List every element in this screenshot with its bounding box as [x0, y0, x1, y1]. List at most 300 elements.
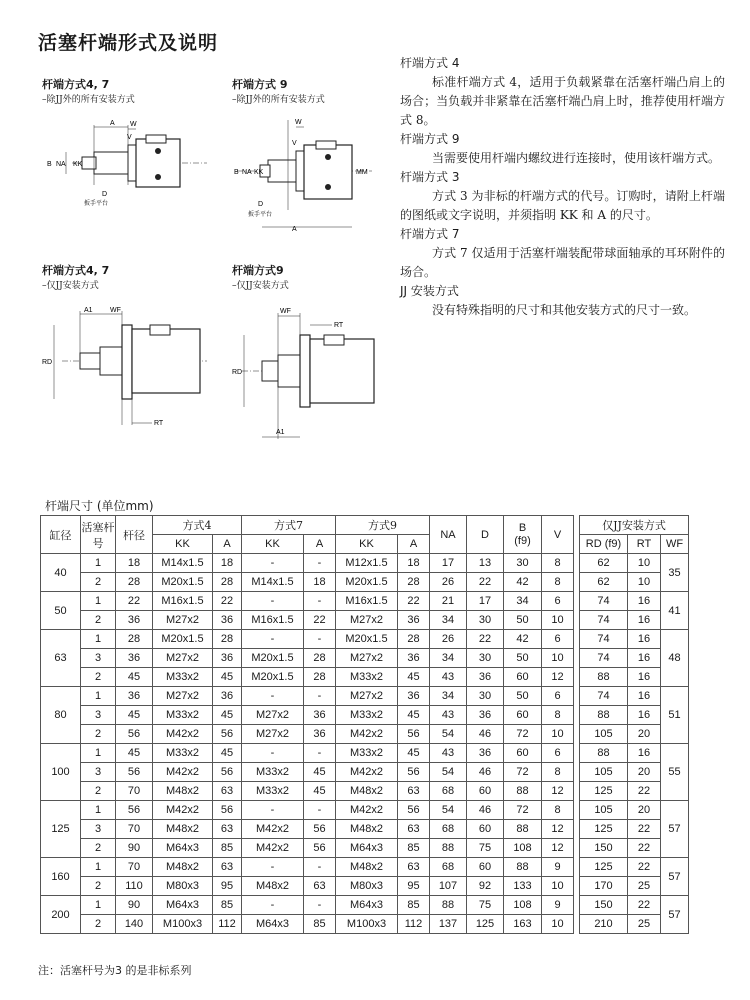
- label-rd: RD: [42, 359, 53, 366]
- table-cell: 62: [580, 554, 628, 573]
- table-cell: 8: [542, 573, 574, 592]
- footnote: 注：活塞杆号为3 的是非标系列: [38, 964, 192, 977]
- table-cell: 85: [213, 839, 242, 858]
- table-cell: M16x1.5: [242, 611, 304, 630]
- table-cell: 163: [504, 915, 542, 934]
- table-cell: 63: [398, 782, 430, 801]
- table-cell: 60: [467, 820, 504, 839]
- table-cell: 28: [398, 573, 430, 592]
- table-cell: 28: [213, 630, 242, 649]
- table-cell: 45: [116, 744, 153, 763]
- table-cell: 1: [81, 801, 116, 820]
- table-cell: 30: [467, 611, 504, 630]
- label-rd: RD: [232, 369, 243, 376]
- table-cell: 45: [116, 706, 153, 725]
- table-cell: 28: [213, 573, 242, 592]
- table-cell: 56: [213, 801, 242, 820]
- table-cell: 75: [467, 839, 504, 858]
- label-mm: MM: [356, 169, 368, 176]
- header-a: A: [398, 535, 430, 554]
- table-row: [41, 877, 689, 896]
- diagram-rod-end-9: [232, 76, 382, 245]
- label-v: V: [127, 134, 132, 141]
- table-cell: 36: [398, 649, 430, 668]
- table-row: [41, 896, 689, 915]
- table-cell: -: [304, 744, 336, 763]
- label-kk: KK: [254, 169, 264, 176]
- table-cell: 60: [504, 706, 542, 725]
- cell-wf: 51: [661, 687, 689, 744]
- table-row: [41, 649, 689, 668]
- table-cell: M27x2: [153, 649, 213, 668]
- table-cell: 70: [116, 782, 153, 801]
- table-cell: 3: [81, 649, 116, 668]
- table-cell: 12: [542, 668, 574, 687]
- rod-end-dimension-table: [40, 515, 689, 934]
- table-cell: 36: [116, 611, 153, 630]
- table-cell: 68: [430, 820, 467, 839]
- table-row: [41, 858, 689, 877]
- table-cell: M27x2: [336, 649, 398, 668]
- table-cell: 43: [430, 668, 467, 687]
- table-cell: 60: [467, 782, 504, 801]
- table-cell: 70: [116, 858, 153, 877]
- table-cell: 34: [430, 611, 467, 630]
- table-cell: 85: [398, 839, 430, 858]
- table-cell: 50: [504, 687, 542, 706]
- table-cell: 28: [398, 630, 430, 649]
- table-cell: 1: [81, 554, 116, 573]
- table-cell: 1: [81, 630, 116, 649]
- table-cell: 125: [467, 915, 504, 934]
- label-b: B: [47, 161, 52, 168]
- table-cell: M48x2: [336, 782, 398, 801]
- header-d: D: [467, 516, 504, 554]
- table-cell: 16: [628, 649, 661, 668]
- table-cell: 63: [213, 858, 242, 877]
- table-cell: -: [242, 687, 304, 706]
- table-cell: -: [242, 744, 304, 763]
- rod-end-descriptions: [400, 54, 725, 320]
- desc-text: 方式 7 仅适用于活塞杆端装配带球面轴承的耳环附件的场合。: [400, 246, 725, 279]
- label-rt: RT: [334, 322, 344, 329]
- table-cell: 18: [213, 554, 242, 573]
- table-cell: 12: [542, 782, 574, 801]
- table-cell: 2: [81, 573, 116, 592]
- table-cell: 36: [116, 649, 153, 668]
- table-body: [41, 554, 689, 934]
- table-cell: 56: [213, 763, 242, 782]
- table-cell: 22: [213, 592, 242, 611]
- page-title: 活塞杆端形式及说明: [38, 32, 219, 54]
- table-cell: -: [304, 554, 336, 573]
- table-cell: 10: [542, 877, 574, 896]
- table-cell: 60: [467, 858, 504, 877]
- table-row: [41, 687, 689, 706]
- table-cell: 68: [430, 858, 467, 877]
- table-cell: 107: [430, 877, 467, 896]
- table-cell: 45: [213, 706, 242, 725]
- header-b-sub: (f9): [514, 534, 531, 547]
- table-cell: M42x2: [336, 801, 398, 820]
- table-cell: 112: [213, 915, 242, 934]
- cell-bore: 160: [41, 858, 81, 896]
- table-cell: M100x3: [336, 915, 398, 934]
- cell-wf: 57: [661, 896, 689, 934]
- table-cell: 72: [504, 763, 542, 782]
- table-cell: 3: [81, 820, 116, 839]
- table-cell: -: [242, 801, 304, 820]
- desc-text: 标准杆端方式 4，适用于负载紧靠在活塞杆端凸肩上的场合；当负载并非紧靠在活塞杆端凸肩上时，推荐使用杆端方式 8。: [400, 75, 725, 127]
- table-cell: M42x2: [336, 763, 398, 782]
- table-cell: 36: [213, 649, 242, 668]
- desc-text: 没有特殊指明的尺寸和其他安装方式的尺寸一致。: [432, 303, 697, 317]
- cell-bore: 40: [41, 554, 81, 592]
- table-cell: 1: [81, 592, 116, 611]
- cell-bore: 125: [41, 801, 81, 858]
- table-cell: 63: [398, 820, 430, 839]
- label-v: V: [292, 140, 297, 147]
- table-cell: 8: [542, 706, 574, 725]
- table-cell: 56: [213, 725, 242, 744]
- table-cell: 88: [430, 839, 467, 858]
- table-cell: 45: [398, 668, 430, 687]
- table-cell: M27x2: [153, 687, 213, 706]
- table-cell: M42x2: [153, 801, 213, 820]
- table-cell: 16: [628, 668, 661, 687]
- table-cell: 9: [542, 858, 574, 877]
- table-cell: 22: [116, 592, 153, 611]
- cell-wf: 48: [661, 630, 689, 687]
- table-cell: 10: [542, 649, 574, 668]
- table-row: [41, 915, 689, 934]
- table-cell: 21: [430, 592, 467, 611]
- label-a: A: [292, 226, 297, 233]
- header-a: A: [213, 535, 242, 554]
- table-cell: 63: [398, 858, 430, 877]
- table-cell: M20x1.5: [336, 630, 398, 649]
- table-cell: 22: [467, 630, 504, 649]
- label-wf: WF: [280, 308, 291, 315]
- table-cell: 9: [542, 896, 574, 915]
- table-cell: M33x2: [242, 763, 304, 782]
- table-row: [41, 763, 689, 782]
- table-cell: 2: [81, 915, 116, 934]
- table-cell: 8: [542, 554, 574, 573]
- table-cell: M80x3: [336, 877, 398, 896]
- label-d: D: [102, 191, 108, 198]
- table-cell: 45: [304, 782, 336, 801]
- label-w: W: [295, 119, 302, 126]
- diagram-caption: 杆端方式 9: [232, 78, 288, 91]
- table-cell: 74: [580, 649, 628, 668]
- table-cell: 10: [542, 611, 574, 630]
- table-cell: M48x2: [336, 820, 398, 839]
- table-row: [41, 820, 689, 839]
- table-cell: 36: [467, 668, 504, 687]
- header-wf: WF: [661, 535, 689, 554]
- table-cell: 50: [504, 611, 542, 630]
- header-kk: KK: [336, 535, 398, 554]
- table-cell: -: [304, 858, 336, 877]
- table-cell: 60: [504, 668, 542, 687]
- table-cell: 22: [628, 858, 661, 877]
- table-cell: 13: [467, 554, 504, 573]
- table-cell: M27x2: [336, 687, 398, 706]
- table-cell: M27x2: [153, 611, 213, 630]
- table-cell: M42x2: [242, 820, 304, 839]
- table-cell: M12x1.5: [336, 554, 398, 573]
- table-cell: 42: [504, 630, 542, 649]
- header-style4: 方式4: [153, 516, 242, 535]
- table-cell: 28: [304, 649, 336, 668]
- table-cell: 18: [116, 554, 153, 573]
- table-title: 杆端尺寸 (单位mm): [45, 499, 154, 513]
- table-cell: 2: [81, 877, 116, 896]
- table-cell: M16x1.5: [153, 592, 213, 611]
- table-cell: M42x2: [153, 763, 213, 782]
- header-kk: KK: [242, 535, 304, 554]
- label-na: NA: [242, 169, 252, 176]
- table-cell: 30: [467, 649, 504, 668]
- header-bore: 缸径: [41, 516, 81, 554]
- table-cell: 3: [81, 763, 116, 782]
- table-cell: M20x1.5: [153, 630, 213, 649]
- table-cell: M64x3: [336, 896, 398, 915]
- table-cell: 46: [467, 763, 504, 782]
- cell-bore: 50: [41, 592, 81, 630]
- cell-wf: 57: [661, 858, 689, 896]
- desc-heading: 杆端方式 7: [400, 227, 460, 241]
- table-cell: 36: [213, 611, 242, 630]
- table-cell: 1: [81, 896, 116, 915]
- table-cell: 34: [504, 592, 542, 611]
- table-cell: 140: [116, 915, 153, 934]
- table-cell: 74: [580, 592, 628, 611]
- table-cell: 125: [580, 858, 628, 877]
- table-cell: 34: [430, 687, 467, 706]
- table-cell: 85: [398, 896, 430, 915]
- table-cell: 74: [580, 611, 628, 630]
- table-cell: 90: [116, 896, 153, 915]
- cell-bore: 80: [41, 687, 81, 744]
- table-row: [41, 839, 689, 858]
- table-cell: 16: [628, 706, 661, 725]
- table-cell: 2: [81, 839, 116, 858]
- rod-end-drawing: [42, 105, 212, 225]
- header-rod-dia: 杆径: [116, 516, 153, 554]
- table-cell: 150: [580, 896, 628, 915]
- table-cell: 74: [580, 630, 628, 649]
- table-cell: M100x3: [153, 915, 213, 934]
- table-cell: 125: [580, 820, 628, 839]
- table-cell: M20x1.5: [153, 573, 213, 592]
- label-d: D: [258, 201, 264, 208]
- table-cell: 42: [504, 573, 542, 592]
- diagram-caption: 杆端方式4, 7: [42, 264, 110, 277]
- table-cell: 56: [304, 820, 336, 839]
- table-cell: M48x2: [153, 782, 213, 801]
- table-cell: 88: [580, 706, 628, 725]
- table-cell: M48x2: [242, 877, 304, 896]
- table-cell: 56: [116, 725, 153, 744]
- table-cell: 2: [81, 611, 116, 630]
- cell-wf: 41: [661, 592, 689, 630]
- table-cell: M42x2: [336, 725, 398, 744]
- rod-end-drawing: [232, 291, 382, 441]
- cell-wf: 55: [661, 744, 689, 801]
- table-cell: 63: [213, 782, 242, 801]
- desc-heading: 杆端方式 9: [400, 132, 460, 146]
- table-row: [41, 668, 689, 687]
- table-cell: 63: [213, 820, 242, 839]
- table-cell: 46: [467, 801, 504, 820]
- table-cell: M33x2: [336, 668, 398, 687]
- header-a: A: [304, 535, 336, 554]
- label-wrench-flat: 扳手平台: [84, 201, 109, 207]
- table-cell: -: [304, 896, 336, 915]
- label-wrench-flat: 扳手平台: [248, 212, 273, 218]
- table-cell: 25: [628, 877, 661, 896]
- table-cell: 16: [628, 611, 661, 630]
- table-cell: 88: [504, 858, 542, 877]
- table-cell: 36: [467, 744, 504, 763]
- table-cell: M64x3: [153, 896, 213, 915]
- diagram-subcaption: –除JJ外的所有安装方式: [42, 95, 135, 105]
- table-cell: 88: [580, 668, 628, 687]
- table-cell: 22: [304, 611, 336, 630]
- table-cell: -: [304, 801, 336, 820]
- table-cell: M20x1.5: [242, 668, 304, 687]
- table-cell: -: [304, 630, 336, 649]
- table-cell: 8: [542, 801, 574, 820]
- table-cell: M33x2: [153, 744, 213, 763]
- table-cell: M27x2: [242, 725, 304, 744]
- table-cell: -: [242, 592, 304, 611]
- table-cell: 56: [398, 725, 430, 744]
- table-cell: M33x2: [336, 706, 398, 725]
- table-cell: M48x2: [153, 820, 213, 839]
- label-na: NA: [56, 161, 66, 168]
- header-kk: KK: [153, 535, 213, 554]
- table-cell: 88: [580, 744, 628, 763]
- table-cell: 74: [580, 687, 628, 706]
- cell-bore: 63: [41, 630, 81, 687]
- table-cell: 6: [542, 744, 574, 763]
- desc-heading: JJ 安装方式: [400, 284, 459, 298]
- table-cell: 108: [504, 839, 542, 858]
- header-rd: RD (f9): [580, 535, 628, 554]
- table-cell: M64x3: [153, 839, 213, 858]
- table-cell: 112: [398, 915, 430, 934]
- table-cell: 137: [430, 915, 467, 934]
- table-cell: 26: [430, 573, 467, 592]
- table-cell: 108: [504, 896, 542, 915]
- table-cell: M48x2: [153, 858, 213, 877]
- cell-wf: 57: [661, 801, 689, 858]
- table-row: [41, 611, 689, 630]
- desc-heading: 杆端方式 3: [400, 170, 460, 184]
- desc-text: 当需要使用杆端内螺纹进行连接时，使用该杆端方式。: [432, 151, 721, 165]
- table-cell: M33x2: [336, 744, 398, 763]
- table-cell: 36: [116, 687, 153, 706]
- table-cell: 10: [542, 725, 574, 744]
- table-cell: 22: [628, 896, 661, 915]
- table-cell: -: [304, 687, 336, 706]
- table-cell: 2: [81, 668, 116, 687]
- table-cell: 6: [542, 592, 574, 611]
- table-cell: 1: [81, 744, 116, 763]
- diagram-rod-end-4-7-jj: [42, 262, 212, 431]
- table-cell: M27x2: [336, 611, 398, 630]
- cell-bore: 100: [41, 744, 81, 801]
- table-cell: 133: [504, 877, 542, 896]
- table-cell: 56: [116, 801, 153, 820]
- table-cell: 2: [81, 725, 116, 744]
- table-cell: 210: [580, 915, 628, 934]
- table-cell: 6: [542, 687, 574, 706]
- table-cell: 105: [580, 801, 628, 820]
- table-cell: 22: [628, 839, 661, 858]
- table-cell: 30: [467, 687, 504, 706]
- table-cell: 88: [430, 896, 467, 915]
- table-cell: -: [242, 896, 304, 915]
- table-cell: M33x2: [153, 668, 213, 687]
- table-cell: -: [304, 592, 336, 611]
- table-cell: 20: [628, 725, 661, 744]
- table-cell: -: [242, 858, 304, 877]
- table-cell: 56: [304, 839, 336, 858]
- table-cell: 75: [467, 896, 504, 915]
- diagram-subcaption: –除JJ外的所有安装方式: [232, 95, 325, 105]
- table-cell: M80x3: [153, 877, 213, 896]
- label-a1: A1: [84, 307, 93, 314]
- table-cell: 70: [116, 820, 153, 839]
- table-cell: 6: [542, 630, 574, 649]
- table-cell: 90: [116, 839, 153, 858]
- table-row: [41, 592, 689, 611]
- table-cell: 22: [628, 820, 661, 839]
- table-cell: 20: [628, 801, 661, 820]
- table-cell: M27x2: [242, 706, 304, 725]
- table-cell: 36: [213, 687, 242, 706]
- table-cell: 18: [304, 573, 336, 592]
- table-cell: 50: [504, 649, 542, 668]
- table-cell: 72: [504, 725, 542, 744]
- table-cell: 54: [430, 801, 467, 820]
- table-cell: -: [242, 630, 304, 649]
- header-b-label: B: [518, 521, 527, 534]
- table-cell: 1: [81, 858, 116, 877]
- table-cell: 36: [398, 687, 430, 706]
- table-cell: 22: [628, 782, 661, 801]
- table-cell: 30: [504, 554, 542, 573]
- table-cell: 22: [398, 592, 430, 611]
- table-cell: 36: [304, 725, 336, 744]
- table-cell: 1: [81, 687, 116, 706]
- table-cell: 170: [580, 877, 628, 896]
- desc-heading: 杆端方式 4: [400, 56, 460, 70]
- table-cell: 26: [430, 630, 467, 649]
- rod-end-drawing: [232, 105, 382, 245]
- table-cell: 85: [213, 896, 242, 915]
- desc-text: 方式 3 为非标的杆端方式的代号。订购时，请附上杆端的图纸或文字说明，并须指明 KK 和 A 的尺寸。: [400, 189, 725, 222]
- table-row: [41, 782, 689, 801]
- diagram-rod-end-9-jj: [232, 262, 382, 441]
- table-cell: 88: [504, 782, 542, 801]
- table-row: [41, 725, 689, 744]
- header-style7: 方式7: [242, 516, 336, 535]
